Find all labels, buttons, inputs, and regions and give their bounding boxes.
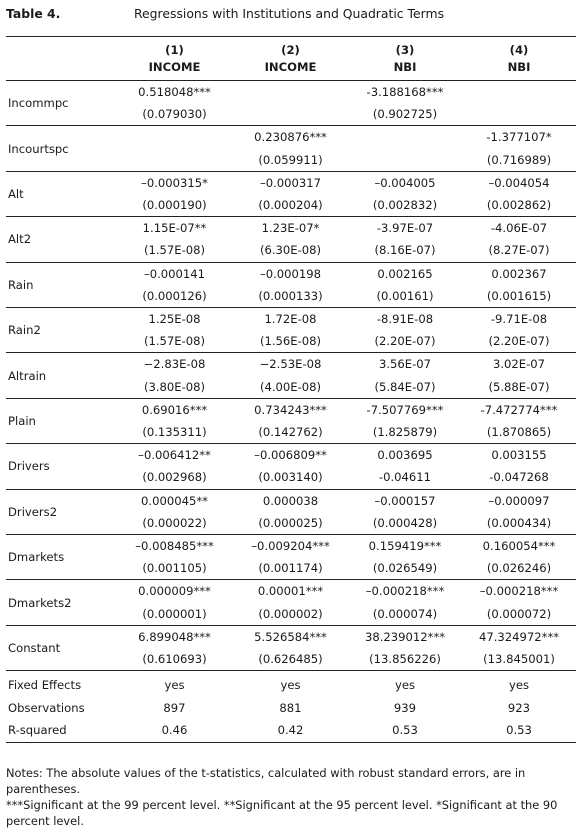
- coefficient-row: [6, 580, 576, 603]
- std-error-cell: (0.142762): [258, 425, 323, 440]
- coefficient-cell: 1.23E-07*: [261, 221, 320, 236]
- coefficient-cell: [233, 81, 348, 104]
- coefficient-cell: 0.69016***: [141, 402, 208, 417]
- std-error-cell: (0.001105): [142, 561, 207, 576]
- dependent-variable: NBI: [507, 60, 531, 74]
- coefficient-cell: 1.72E-08: [264, 312, 317, 327]
- std-error-cell: (0.002862): [486, 198, 552, 213]
- std-error-cell: (1.57E-08): [143, 334, 206, 349]
- summary-value: yes: [394, 678, 416, 693]
- summary-label: R-squared: [8, 723, 67, 738]
- coefficient-cell: –0.000315*: [141, 175, 208, 190]
- coefficient-cell: 0.734243***: [254, 402, 327, 417]
- std-error-cell: (0.135311): [142, 425, 207, 440]
- coefficient-cell: 0.518048***: [138, 85, 211, 99]
- coefficient-cell: –0.000317: [259, 175, 322, 190]
- variable-name: Incommpc: [8, 96, 69, 111]
- column-number: (2): [281, 43, 300, 57]
- coefficient-row: [6, 489, 576, 512]
- coefficient-cell: 6.899048***: [138, 629, 211, 644]
- std-error-cell: [116, 149, 233, 172]
- coefficient-cell: -1.377107*: [486, 130, 552, 145]
- std-error-cell: (8.16E-07): [374, 243, 436, 258]
- coefficient-cell: –0.006412**: [138, 448, 211, 463]
- coefficient-cell: –0.008485***: [135, 539, 214, 554]
- variable-name: Alt2: [8, 232, 32, 247]
- std-error-cell: (0.002832): [372, 198, 438, 213]
- variable-name: Incourtspc: [8, 141, 69, 156]
- table-header: [6, 37, 576, 81]
- coefficient-cell: –0.009204***: [251, 539, 330, 554]
- coefficient-cell: –0.000141: [143, 266, 206, 281]
- table-caption: [6, 5, 576, 23]
- regression-table: [6, 36, 576, 743]
- summary-value: 0.53: [392, 723, 418, 738]
- std-error-cell: (5.84E-07): [374, 379, 436, 394]
- notes-line: Notes: The absolute values of the t-statistics, calculated with robust standard errors, are in parentheses.: [6, 766, 526, 796]
- std-error-cell: [233, 103, 348, 126]
- std-error-cell: (0.026549): [372, 561, 438, 576]
- summary-value: 939: [393, 700, 417, 715]
- header-blank: [6, 37, 116, 60]
- std-error-cell: (0.003140): [258, 470, 323, 485]
- std-error-cell: (0.000022): [142, 515, 207, 530]
- std-error-cell: (0.000074): [372, 606, 438, 621]
- std-error-cell: -0.047268: [489, 470, 549, 485]
- std-error-cell: (0.902725): [372, 107, 438, 122]
- std-error-cell: (0.002968): [142, 470, 207, 485]
- summary-value: 923: [507, 700, 531, 715]
- variable-name: Dmarkets: [8, 550, 65, 565]
- std-error-cell: (2.20E-07): [374, 334, 436, 349]
- variable-name: Drivers2: [8, 504, 58, 519]
- coefficient-cell: 0.000045**: [141, 493, 208, 508]
- coefficient-row: [6, 126, 576, 149]
- summary-value: yes: [280, 678, 301, 693]
- variable-block: [6, 81, 576, 126]
- std-error-cell: (0.000204): [258, 198, 323, 213]
- coefficient-cell: [116, 126, 233, 149]
- summary-value: 0.46: [161, 723, 188, 738]
- coefficient-cell: 3.02E-07: [492, 357, 546, 372]
- summary-row: [6, 671, 576, 697]
- variable-block: [6, 262, 576, 307]
- coefficient-cell: 0.00001***: [257, 584, 324, 599]
- summary-value: 897: [163, 700, 186, 715]
- variable-block: [6, 489, 576, 534]
- summary-block: [6, 671, 576, 743]
- table-label: Table 4.: [6, 6, 61, 21]
- std-error-cell: (0.001615): [486, 288, 552, 303]
- variable-name: Plain: [8, 413, 36, 428]
- coefficient-row: [6, 308, 576, 331]
- std-error-cell: [348, 149, 462, 172]
- std-error-cell: (3.80E-08): [143, 379, 206, 394]
- coefficient-cell: –0.000218***: [365, 584, 445, 599]
- coefficient-cell: 5.526584***: [254, 629, 327, 644]
- variable-name: Dmarkets2: [8, 595, 72, 610]
- std-error-cell: (6.30E-08): [259, 243, 322, 258]
- std-error-cell: (1.825879): [372, 425, 438, 440]
- coefficient-cell: -7.472774***: [480, 402, 558, 417]
- coefficient-row: [6, 398, 576, 421]
- coefficient-cell: -3.188168***: [366, 85, 444, 99]
- coefficient-cell: 1.15E-07**: [142, 221, 207, 236]
- coefficient-cell: -4.06E-07: [490, 221, 548, 236]
- variable-name: Rain2: [8, 323, 41, 338]
- std-error-cell: (0.059911): [258, 152, 323, 167]
- summary-label: Observations: [8, 700, 85, 715]
- variable-block: [6, 444, 576, 489]
- coefficient-cell: 0.230876***: [254, 130, 327, 145]
- coefficient-cell: 47.324972***: [478, 629, 560, 644]
- coefficient-cell: 0.159419***: [368, 539, 442, 554]
- std-error-cell: (0.079030): [142, 107, 207, 122]
- std-error-cell: (0.001174): [258, 561, 323, 576]
- coefficient-row: [6, 625, 576, 648]
- coefficient-cell: 3.56E-07: [378, 357, 432, 372]
- variable-block: [6, 217, 576, 262]
- coefficient-cell: -9.71E-08: [490, 312, 548, 327]
- dependent-variable: NBI: [393, 60, 417, 74]
- variable-name: Constant: [8, 640, 61, 655]
- std-error-cell: (4.00E-08): [259, 379, 322, 394]
- coefficient-cell: –0.000097: [488, 493, 550, 508]
- std-error-cell: (8.27E-07): [488, 243, 550, 258]
- std-error-cell: (1.870865): [486, 425, 552, 440]
- std-error-cell: (2.20E-07): [488, 334, 550, 349]
- coefficient-cell: 0.000038: [262, 493, 319, 508]
- std-error-cell: (0.610693): [142, 652, 207, 667]
- variable-block: [6, 398, 576, 443]
- std-error-cell: -0.04611: [378, 470, 432, 485]
- summary-value: yes: [164, 678, 185, 693]
- std-error-cell: (0.026246): [486, 561, 552, 576]
- coefficient-cell: 38.239012***: [364, 629, 446, 644]
- coefficient-cell: [348, 126, 462, 149]
- std-error-cell: (5.88E-07): [488, 379, 550, 394]
- std-error-cell: (0.00161): [376, 288, 434, 303]
- variable-name: Drivers: [8, 459, 50, 474]
- coefficient-cell: 0.003155: [491, 448, 547, 463]
- std-error-cell: (0.000001): [142, 606, 207, 621]
- variable-block: [6, 171, 576, 216]
- coefficient-cell: 0.160054***: [482, 539, 556, 554]
- coefficient-cell: –0.000198: [259, 266, 322, 281]
- coefficient-cell: –0.004005: [374, 175, 436, 190]
- variable-block: [6, 580, 576, 625]
- coefficient-cell: –0.004054: [488, 175, 550, 190]
- coefficient-row: [6, 262, 576, 285]
- coefficient-cell: 0.002165: [377, 266, 433, 281]
- std-error-cell: [462, 103, 576, 126]
- variable-block: [6, 625, 576, 670]
- coefficient-cell: –0.006809**: [254, 448, 327, 463]
- std-error-cell: (1.56E-08): [259, 334, 322, 349]
- variable-block: [6, 535, 576, 580]
- summary-value: 0.42: [277, 723, 304, 738]
- column-number: (1): [165, 43, 184, 57]
- coefficient-cell: −2.53E-08: [259, 357, 322, 372]
- variable-block: [6, 353, 576, 398]
- std-error-cell: (0.000126): [142, 288, 207, 303]
- table-notes: [6, 765, 578, 829]
- coefficient-cell: [462, 81, 576, 104]
- std-error-cell: (0.000025): [258, 515, 323, 530]
- coefficient-cell: -3.97E-07: [376, 221, 434, 236]
- coefficient-row: [6, 444, 576, 467]
- std-error-cell: (13.845001): [483, 652, 555, 667]
- variable-name: Rain: [8, 277, 34, 292]
- header-blank: [6, 59, 116, 81]
- summary-row: [6, 719, 576, 742]
- coefficient-cell: 0.000009***: [138, 584, 211, 599]
- coefficient-row: [6, 217, 576, 240]
- coefficient-cell: −2.83E-08: [143, 357, 206, 372]
- coefficient-row: [6, 353, 576, 376]
- variable-block: [6, 308, 576, 353]
- std-error-cell: (0.716989): [486, 152, 552, 167]
- std-error-cell: (0.000434): [486, 515, 552, 530]
- variable-block: [6, 126, 576, 171]
- table-title: Regressions with Institutions and Quadratic Terms: [134, 6, 445, 21]
- coefficient-cell: 0.003695: [377, 448, 433, 463]
- variable-name: Alt: [8, 186, 24, 201]
- std-error-cell: (1.57E-08): [143, 243, 206, 258]
- coefficient-cell: –0.000218***: [479, 584, 559, 599]
- significance-note: ***Significant at the 99 percent level. **Significant at the 95 percent level. *Significant at the 90 percent level.: [6, 798, 558, 828]
- dependent-variable: INCOME: [264, 60, 317, 74]
- dependent-variable: INCOME: [148, 60, 201, 74]
- summary-value: yes: [508, 678, 530, 693]
- std-error-cell: (0.000002): [258, 606, 323, 621]
- coefficient-cell: 0.002367: [491, 266, 547, 281]
- coefficient-row: [6, 171, 576, 194]
- coefficient-row: [6, 81, 576, 104]
- std-error-cell: (0.000428): [372, 515, 438, 530]
- std-error-cell: (0.626485): [258, 652, 323, 667]
- coefficient-cell: –0.000157: [374, 493, 436, 508]
- coefficient-row: [6, 535, 576, 558]
- summary-value: 0.53: [506, 723, 532, 738]
- std-error-cell: (0.000190): [142, 198, 207, 213]
- summary-label: Fixed Effects: [8, 678, 82, 693]
- coefficient-cell: 1.25E-08: [148, 312, 201, 327]
- coefficient-cell: -7.507769***: [366, 402, 444, 417]
- variable-name: Altrain: [8, 368, 47, 383]
- summary-row: [6, 697, 576, 720]
- std-error-cell: (0.000072): [486, 606, 552, 621]
- column-number: (3): [395, 43, 415, 57]
- coefficient-cell: -8.91E-08: [376, 312, 434, 327]
- std-error-cell: (13.856226): [369, 652, 441, 667]
- summary-value: 881: [279, 700, 302, 715]
- std-error-cell: (0.000133): [258, 288, 323, 303]
- column-number: (4): [509, 43, 529, 57]
